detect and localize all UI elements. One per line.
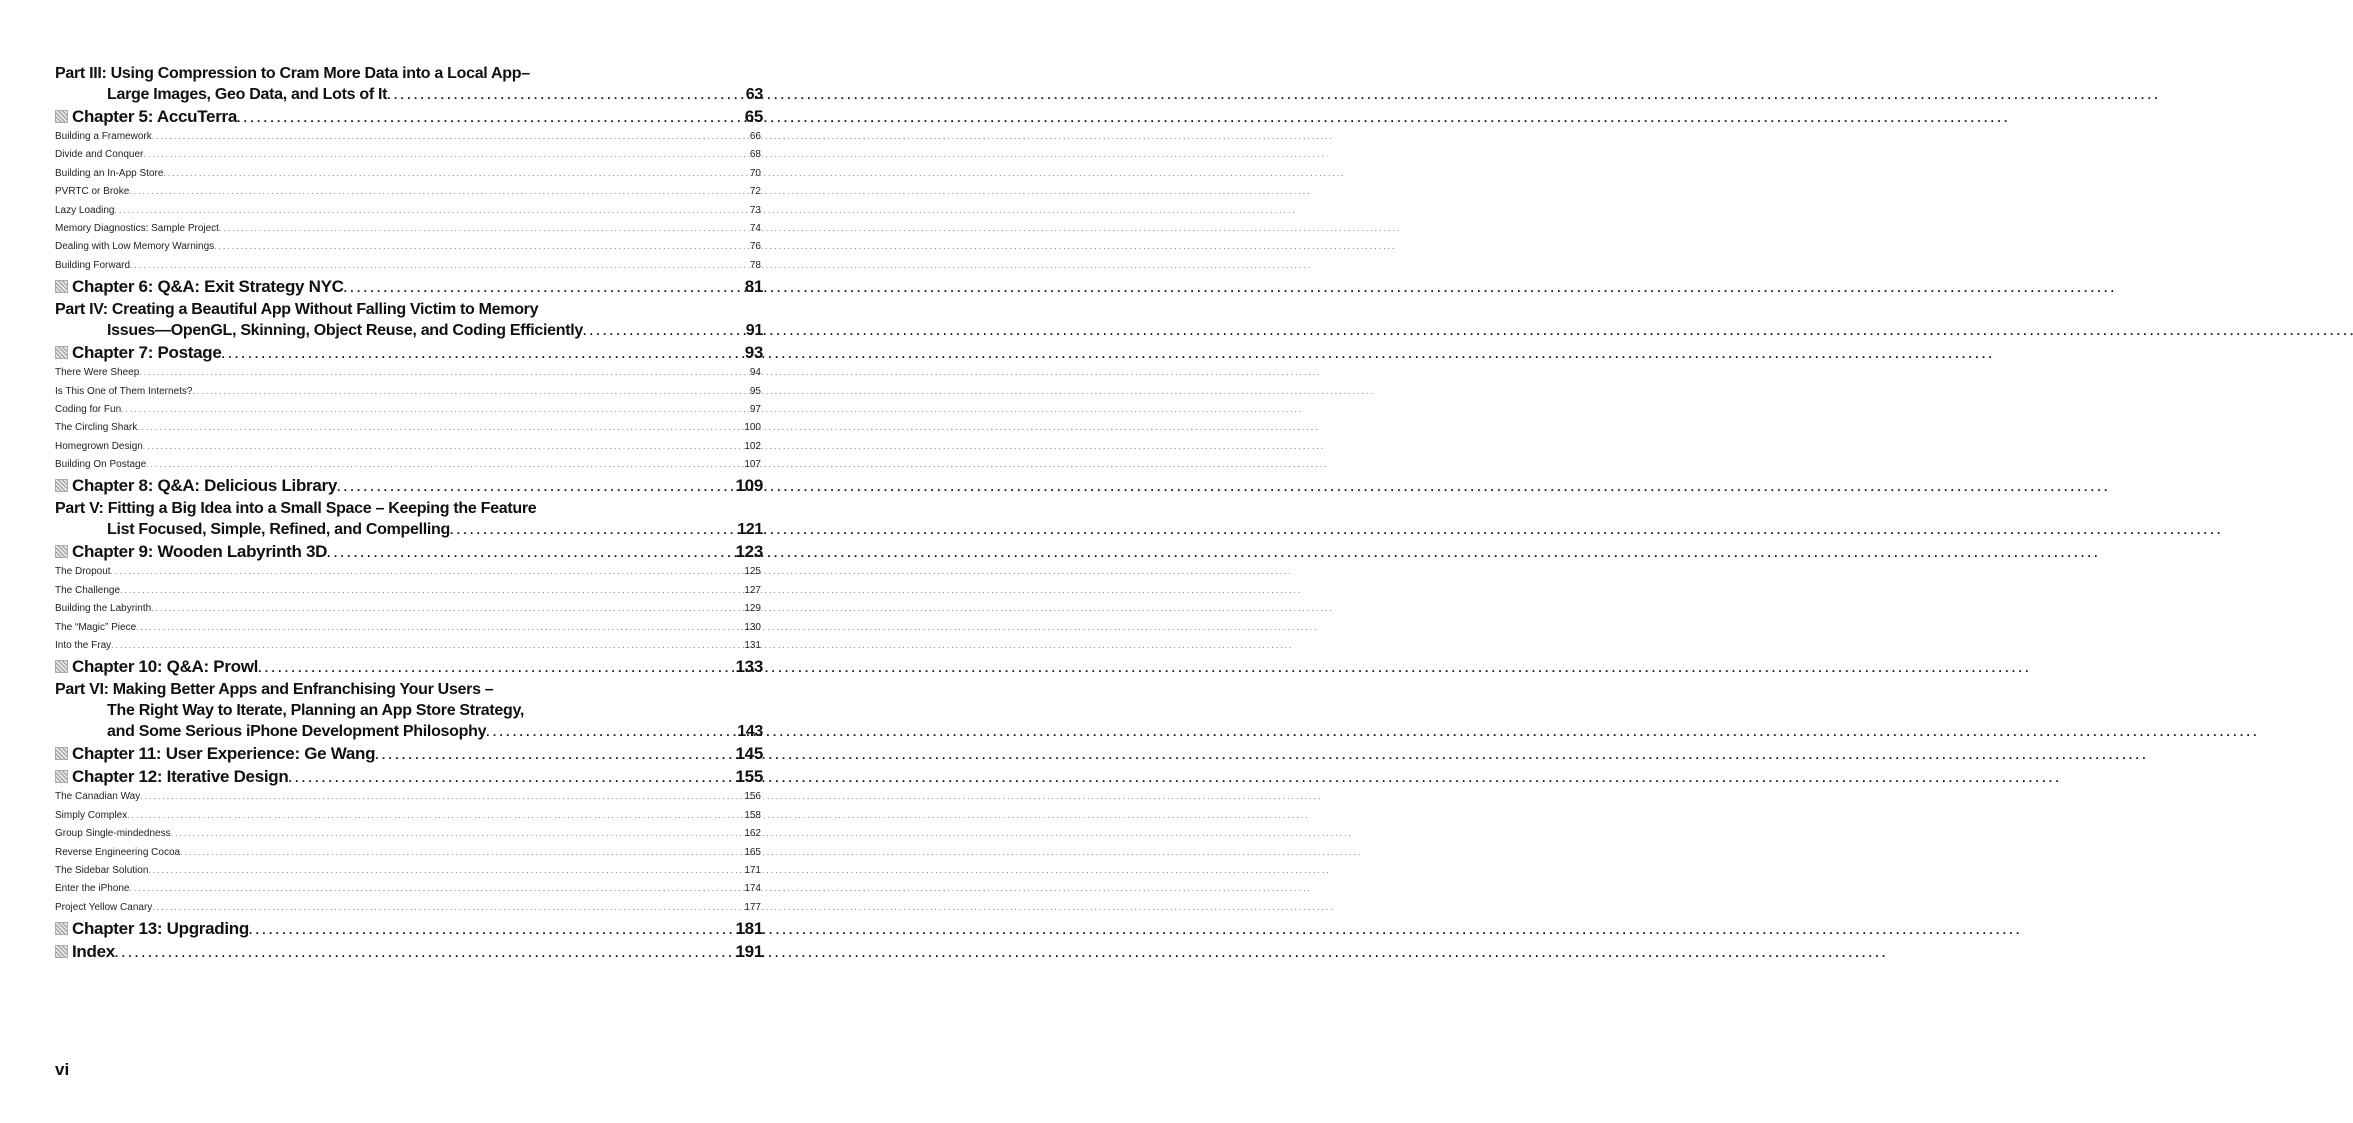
toc-section-title: The “Magic” Piece — [55, 621, 137, 633]
toc-section-title: Is This One of Them Internets? — [55, 385, 193, 397]
chapter-marker-icon — [55, 922, 68, 935]
toc-section[interactable] — [55, 880, 763, 898]
toc-page-number: 174 — [744, 883, 761, 895]
toc-section[interactable] — [55, 202, 763, 220]
toc-section-title: The Sidebar Solution — [55, 864, 149, 876]
toc-page-number: 66 — [749, 131, 761, 142]
toc-section[interactable] — [55, 899, 763, 917]
toc-page-number: 131 — [744, 640, 761, 652]
toc-chapter[interactable] — [55, 917, 763, 940]
dot-leader — [450, 520, 734, 541]
toc-page-number: 100 — [744, 422, 761, 434]
toc-page-number: 130 — [744, 621, 761, 633]
toc-section-title: Building an In-App Store — [55, 167, 164, 179]
toc-page-number: 171 — [744, 864, 761, 876]
dot-leader — [111, 563, 742, 581]
toc-chapter[interactable] — [55, 474, 763, 497]
toc-section[interactable] — [55, 220, 763, 238]
dot-leader — [130, 257, 747, 275]
toc-page-number: 109 — [735, 476, 763, 496]
toc-section[interactable] — [55, 238, 763, 256]
toc-section-title: The Challenge — [55, 584, 121, 596]
toc-page-number: 68 — [749, 149, 761, 161]
toc-section-title: Into the Fray — [55, 640, 112, 652]
toc-section[interactable] — [55, 582, 763, 600]
toc-section[interactable] — [55, 183, 763, 201]
toc-chapter[interactable] — [55, 341, 763, 364]
toc-page-number: 123 — [735, 542, 763, 562]
toc-section-title: Lazy Loading — [55, 204, 115, 216]
toc-page-number: 93 — [744, 343, 763, 363]
toc-section[interactable] — [55, 401, 763, 419]
toc-page-number: 73 — [749, 204, 761, 216]
toc-section[interactable] — [55, 844, 763, 862]
toc-page-number: 125 — [744, 566, 761, 578]
toc-chapter-title: Chapter 8: Q&A: Delicious Library — [72, 476, 337, 496]
toc-page-number: 94 — [749, 367, 761, 379]
dot-leader — [258, 657, 732, 680]
dot-leader — [486, 722, 734, 743]
toc-chapter-title: Chapter 7: Postage — [72, 343, 222, 363]
toc-section[interactable] — [55, 128, 763, 146]
toc-page-number: 97 — [749, 403, 761, 415]
toc-section-title: Memory Diagnostics: Sample Project — [55, 222, 219, 234]
toc-part-title: The Right Way to Iterate, Planning an App Store Strategy, — [107, 702, 525, 720]
toc-part-title: Part IV: Creating a Beautiful App Without Falling Victim to Memory — [55, 301, 539, 319]
toc-chapter-title: Chapter 10: Q&A: Prowl — [72, 657, 259, 677]
toc-page-number: 127 — [744, 584, 761, 596]
toc-page-number: 76 — [749, 241, 761, 253]
toc-section-title: Coding for Fun — [55, 403, 122, 415]
toc-chapter-title: Chapter 12: Iterative Design — [72, 767, 289, 787]
dot-leader — [143, 438, 741, 456]
chapter-marker-icon — [55, 479, 68, 492]
toc-chapter-title: Chapter 9: Wooden Labyrinth 3D — [72, 542, 328, 562]
toc-chapter[interactable] — [55, 655, 763, 678]
toc-page-number: 95 — [749, 385, 761, 397]
toc-section-title: The Dropout — [55, 566, 111, 578]
toc-section[interactable] — [55, 563, 763, 581]
toc-page-number: 156 — [744, 791, 761, 803]
toc-page-number: 74 — [749, 222, 761, 234]
toc-chapter[interactable] — [55, 275, 763, 298]
toc-part[interactable] — [55, 299, 763, 341]
dot-leader — [387, 85, 743, 106]
dot-leader — [152, 128, 747, 146]
toc-part-title: Part V: Fitting a Big Idea into a Small Space – Keeping the Feature — [55, 500, 537, 518]
toc-section-title: Dealing with Low Memory Warnings — [55, 241, 215, 253]
dot-leader — [136, 619, 741, 637]
toc-section[interactable] — [55, 364, 763, 382]
toc-section-title: Divide and Conquer — [55, 149, 144, 161]
toc-section-title: Enter the iPhone — [55, 883, 130, 895]
chapter-marker-icon — [55, 280, 68, 293]
toc-chapter-title: Chapter 6: Q&A: Exit Strategy NYC — [72, 277, 344, 297]
dot-leader — [180, 844, 741, 862]
toc-chapter[interactable] — [55, 540, 763, 563]
toc-part-title: and Some Serious iPhone Development Philosophy — [107, 723, 487, 741]
dot-leader — [127, 807, 741, 825]
toc-part-title: Large Images, Geo Data, and Lots of It — [107, 86, 388, 103]
toc-page-number: 102 — [744, 440, 761, 452]
toc-section-title: Reverse Engineering Cocoa — [55, 846, 181, 858]
dot-leader — [121, 401, 747, 419]
toc-page-number: 65 — [744, 107, 763, 126]
dot-leader — [137, 419, 741, 437]
toc-page-number: 81 — [744, 277, 763, 297]
toc-chapter[interactable] — [55, 742, 763, 765]
toc-section-title: Group Single-mindedness — [55, 828, 171, 840]
table-of-contents — [55, 62, 763, 963]
dot-leader — [337, 476, 733, 499]
toc-page-number: 91 — [745, 322, 763, 340]
toc-page-number: 63 — [745, 86, 763, 103]
toc-page-number: 78 — [749, 259, 761, 271]
toc-part[interactable] — [55, 679, 763, 742]
dot-leader — [146, 456, 741, 474]
toc-chapter-title: Chapter 13: Upgrading — [72, 919, 249, 939]
toc-page-number: 177 — [744, 901, 761, 913]
dot-leader — [115, 202, 747, 220]
toc-page-number: 162 — [744, 828, 761, 840]
chapter-marker-icon — [55, 346, 68, 359]
dot-leader — [120, 582, 741, 600]
toc-section[interactable] — [55, 619, 763, 637]
toc-page-number: 158 — [744, 809, 761, 821]
toc-page-number: 133 — [735, 657, 763, 677]
dot-leader — [583, 321, 743, 342]
dot-leader — [192, 383, 746, 401]
toc-section-title: Simply Complex — [55, 809, 128, 821]
dot-leader — [130, 880, 742, 898]
toc-section-title: Project Yellow Canary — [55, 901, 153, 913]
toc-section-title: Building a Framework — [55, 131, 152, 142]
toc-section[interactable] — [55, 825, 763, 843]
toc-section[interactable] — [55, 438, 763, 456]
dot-leader — [163, 165, 746, 183]
dot-leader — [152, 899, 741, 917]
chapter-marker-icon — [55, 110, 68, 123]
toc-page-number: 191 — [735, 942, 763, 962]
toc-section[interactable] — [55, 257, 763, 275]
toc-section-title: The Circling Shark — [55, 422, 138, 434]
dot-leader — [151, 600, 741, 618]
dot-leader — [129, 183, 747, 201]
chapter-marker-icon — [55, 660, 68, 673]
toc-page-number: 107 — [744, 459, 761, 471]
dot-leader — [148, 862, 741, 880]
toc-page-number: 145 — [735, 744, 763, 764]
dot-leader — [140, 788, 741, 806]
toc-part-title: Part VI: Making Better Apps and Enfranchising Your Users – — [55, 681, 494, 699]
toc-chapter-title: Chapter 11: User Experience: Ge Wang — [72, 744, 376, 764]
toc-part[interactable] — [55, 498, 763, 540]
toc-section[interactable] — [55, 600, 763, 618]
dot-leader — [143, 146, 746, 164]
toc-section-title: The Canadian Way — [55, 791, 141, 803]
toc-section[interactable] — [55, 146, 763, 164]
toc-page-number: 155 — [735, 767, 763, 787]
dot-leader — [219, 220, 747, 238]
toc-chapter-title: Index — [72, 942, 115, 962]
toc-section-title: Homegrown Design — [55, 440, 143, 452]
page-number: vi — [55, 1060, 70, 1079]
toc-part[interactable] — [55, 63, 763, 105]
toc-part-title: Part III: Using Compression to Cram More Data into a Local App– — [55, 65, 530, 82]
toc-part-title: Issues—OpenGL, Skinning, Object Reuse, and Coding Efficiently — [107, 322, 583, 340]
chapter-marker-icon — [55, 770, 68, 783]
toc-section[interactable] — [55, 862, 763, 880]
toc-section[interactable] — [55, 383, 763, 401]
toc-page-number: 165 — [744, 846, 761, 858]
dot-leader — [237, 107, 742, 130]
chapter-marker-icon — [55, 747, 68, 760]
toc-section[interactable] — [55, 165, 763, 183]
dot-leader — [288, 767, 732, 790]
toc-section[interactable] — [55, 456, 763, 474]
toc-chapter[interactable] — [55, 105, 763, 128]
dot-leader — [222, 343, 742, 366]
toc-section[interactable] — [55, 637, 763, 655]
toc-page-number: 129 — [744, 603, 761, 615]
dot-leader — [214, 238, 747, 256]
dot-leader — [115, 942, 733, 965]
toc-part-title: List Focused, Simple, Refined, and Compelling — [107, 521, 450, 539]
toc-section-title: There Were Sheep — [55, 367, 140, 379]
toc-section-title: Building the Labyrinth — [55, 603, 152, 615]
chapter-marker-icon — [55, 545, 68, 558]
dot-leader — [375, 744, 732, 767]
toc-chapter[interactable] — [55, 940, 763, 963]
toc-section-title: Building On Postage — [55, 459, 147, 471]
dot-leader — [327, 542, 732, 565]
dot-leader — [111, 637, 741, 655]
dot-leader — [171, 825, 742, 843]
toc-chapter[interactable] — [55, 765, 763, 788]
toc-section[interactable] — [55, 419, 763, 437]
toc-page-number: 72 — [749, 186, 761, 198]
toc-chapter-title: Chapter 5: AccuTerra — [72, 107, 237, 126]
toc-page-number: 143 — [737, 723, 763, 741]
toc-page-number: 70 — [749, 167, 761, 179]
dot-leader — [249, 919, 733, 942]
toc-page-number: 121 — [737, 521, 763, 539]
toc-page-number: 181 — [735, 919, 763, 939]
dot-leader — [344, 277, 742, 300]
toc-section-title: Building Forward — [55, 259, 131, 271]
chapter-marker-icon — [55, 945, 68, 958]
toc-section[interactable] — [55, 807, 763, 825]
dot-leader — [139, 364, 747, 382]
toc-section[interactable] — [55, 788, 763, 806]
toc-section-title: PVRTC or Broke — [55, 186, 130, 198]
